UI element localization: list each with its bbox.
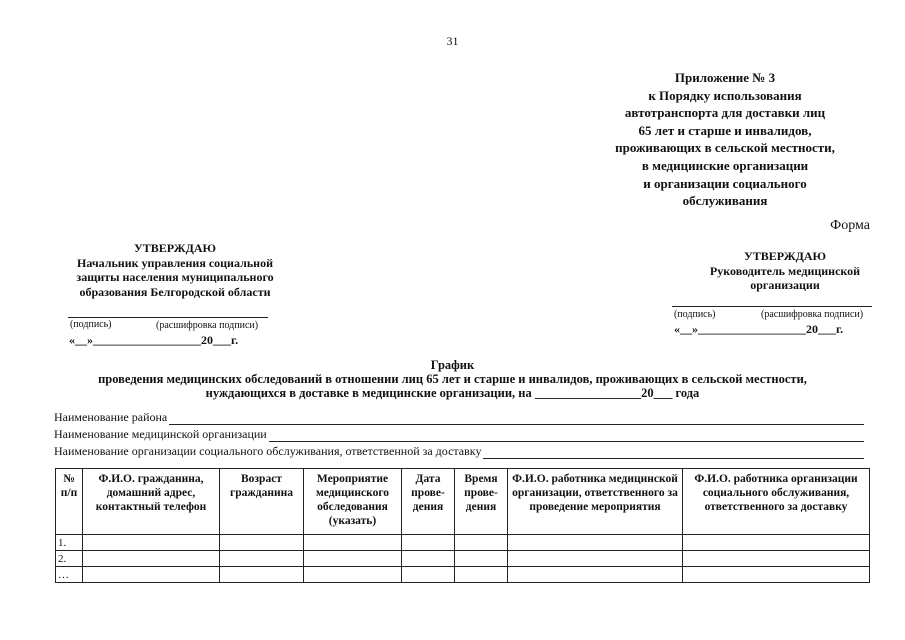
social-org-field-label: Наименование организации социального обслуживания, ответственной за доставку	[54, 444, 482, 458]
table-cell[interactable]	[220, 535, 304, 551]
table-cell[interactable]	[455, 535, 508, 551]
signature-caption: (подпись)	[70, 319, 112, 330]
column-header-medical-worker: Ф.И.О. работника медицинской организации, ответственного за проведение мероприятия	[508, 469, 683, 535]
signature-caption: (подпись)	[674, 309, 716, 320]
table-cell[interactable]	[402, 551, 455, 567]
appendix-line: и организации социального	[643, 175, 807, 191]
schedule-title-heading: График	[430, 358, 475, 372]
table-row	[56, 535, 870, 551]
approval-heading: УТВЕРЖДАЮ	[133, 241, 217, 255]
table-cell[interactable]	[304, 551, 402, 567]
table-cell[interactable]	[683, 535, 870, 551]
table-cell[interactable]	[402, 535, 455, 551]
appendix-heading	[590, 69, 860, 210]
table-cell[interactable]	[455, 551, 508, 567]
appendix-line: автотранспорта для доставки лиц	[624, 105, 826, 121]
table-cell[interactable]	[83, 551, 220, 567]
medical-org-field	[54, 428, 864, 442]
approval-heading: УТВЕРЖДАЮ	[743, 249, 827, 263]
table-cell[interactable]: …	[56, 567, 83, 583]
social-org-field	[54, 445, 864, 459]
appendix-line: обслуживания	[682, 193, 768, 209]
medical-org-field-line	[269, 430, 864, 442]
table-cell[interactable]	[220, 551, 304, 567]
table-cell[interactable]	[83, 535, 220, 551]
page-number: 31	[446, 34, 459, 48]
appendix-line: проживающих в сельской местности,	[615, 140, 835, 156]
table-cell[interactable]	[683, 551, 870, 567]
approval-position-line: образования Белгородской области	[79, 284, 271, 299]
form-label: Форма	[830, 218, 870, 233]
appendix-line: 65 лет и старше и инвалидов,	[638, 122, 812, 138]
approval-date-line: «__»__________________20___г.	[69, 333, 239, 347]
approval-block-left	[55, 241, 295, 299]
appendix-line: Приложение № 3	[674, 70, 776, 85]
signature-line-left	[68, 317, 268, 318]
column-header-age: Возраст гражданина	[220, 469, 304, 535]
approval-position-line: Начальник управления социальной	[76, 255, 273, 270]
column-header-citizen: Ф.И.О. гражданина, домашний адрес, контактный телефон	[83, 469, 220, 535]
table-cell[interactable]	[220, 567, 304, 583]
table-cell[interactable]	[508, 551, 683, 567]
social-org-field-line	[483, 447, 864, 459]
appendix-line: в медицинские организации	[641, 157, 809, 173]
table-row	[56, 551, 870, 567]
column-header-number: № п/п	[56, 469, 83, 535]
schedule-title-line: нуждающихся в доставке в медицинские организации, на _________________20___ года	[205, 386, 700, 400]
table-cell[interactable]: 2.	[56, 551, 83, 567]
table-cell[interactable]	[683, 567, 870, 583]
schedule-table	[55, 468, 870, 583]
table-cell[interactable]	[304, 535, 402, 551]
approval-position-line: организации	[750, 278, 820, 292]
approval-block-right	[670, 249, 900, 293]
appendix-line: к Порядку использования	[648, 87, 802, 103]
district-field-line	[169, 413, 864, 425]
table-cell[interactable]	[508, 567, 683, 583]
district-field	[54, 411, 864, 425]
table-cell[interactable]	[455, 567, 508, 583]
column-header-social-worker: Ф.И.О. работника организации социального обслуживания, ответственного за доставку	[683, 469, 870, 535]
column-header-time: Время прове- дения	[455, 469, 508, 535]
table-cell[interactable]: 1.	[56, 535, 83, 551]
district-field-label: Наименование района	[54, 410, 168, 424]
medical-org-field-label: Наименование медицинской организации	[54, 427, 267, 441]
approval-date-line: «__»__________________20___г.	[674, 322, 844, 336]
approval-position-line: защиты населения муниципального	[76, 270, 274, 284]
table-cell[interactable]	[402, 567, 455, 583]
decryption-caption: (расшифровка подписи)	[156, 320, 259, 331]
approval-position-line: Руководитель медицинской	[709, 263, 861, 278]
table-cell[interactable]	[304, 567, 402, 583]
column-header-examination: Мероприятие медицинского обследования (указать)	[304, 469, 402, 535]
table-header-row	[56, 469, 870, 535]
table-cell[interactable]	[83, 567, 220, 583]
signature-line-right	[672, 306, 872, 307]
schedule-title-line: проведения медицинских обследований в отношении лиц 65 лет и старше и инвалидов, проживающих в сельской местности,	[98, 372, 807, 386]
schedule-title	[0, 358, 905, 400]
decryption-caption: (расшифровка подписи)	[761, 309, 864, 320]
column-header-date: Дата прове- дения	[402, 469, 455, 535]
table-cell[interactable]	[508, 535, 683, 551]
table-row	[56, 567, 870, 583]
